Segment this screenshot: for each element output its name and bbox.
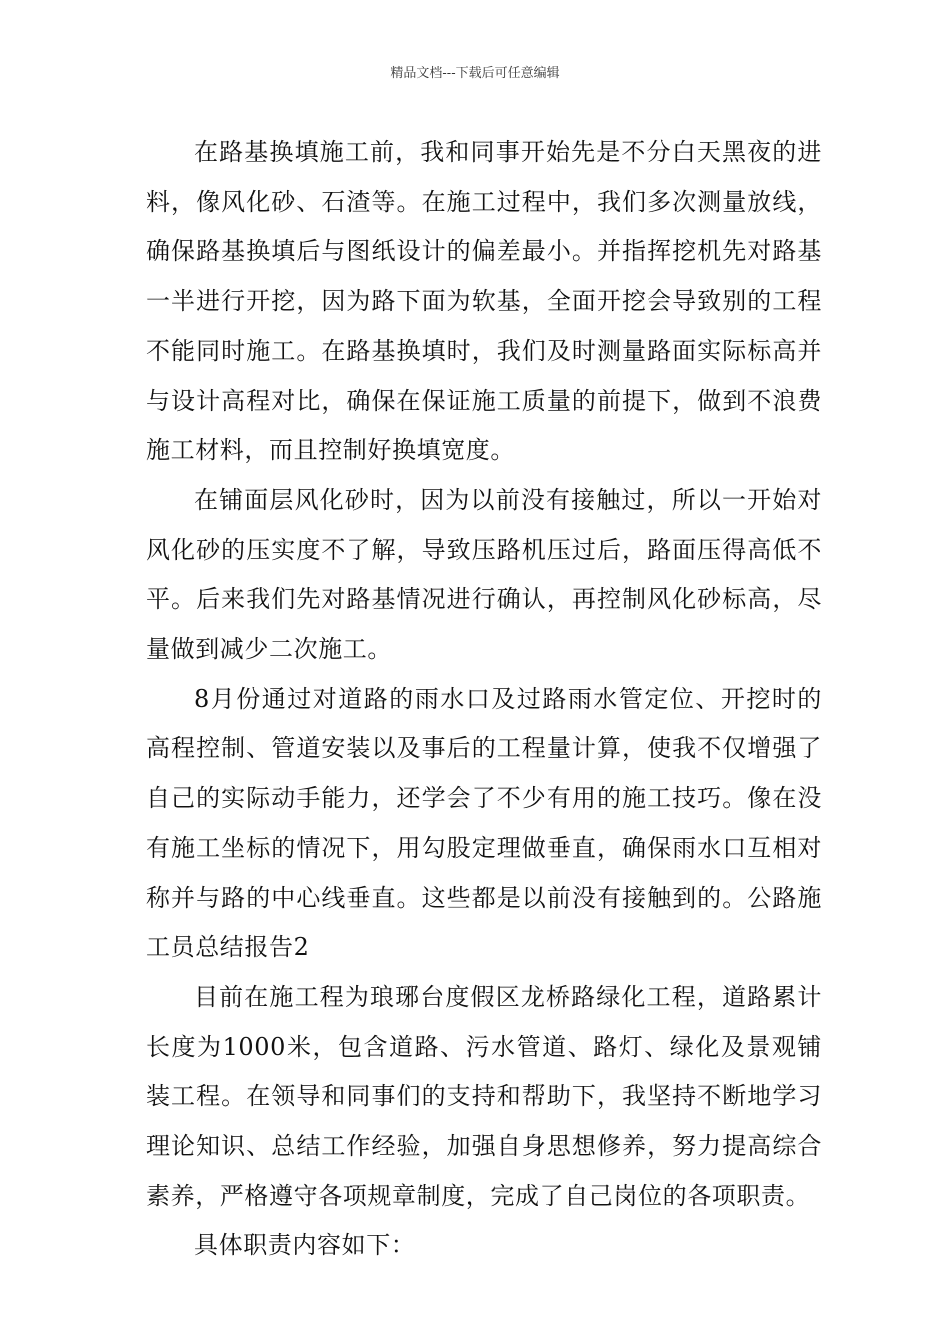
paragraph-subgrade-replacement: 在路基换填施工前，我和同事开始先是不分白天黑夜的进料，像风化砂、石渣等。在施工过程中，我们多次测量放线，确保路基换填后与图纸设计的偏差最小。并指挥挖机先对路基一半进行开挖，因为路下面为软基，全面开挖会导致别的工程不能同时施工。在路基换填时，我们及时测量路面实际标高并与设计高程对比，确保在保证施工质量的前提下，做到不浪费施工材料，而且控制好换填宽度。 [146,138,822,465]
page-header: 精品文档---下载后可任意编辑 [390,66,560,81]
paragraph-duties-heading: 具体职责内容如下： [194,1231,416,1260]
document-body [146,128,822,1271]
paragraph-current-project: 目前在施工程为琅琊台度假区龙桥路绿化工程，道路累计长度为1000米，包含道路、污水管道、路灯、绿化及景观铺装工程。在领导和同事们的支持和帮助下，我坚持不断地学习理论知识、总结工作经验，加强自身思想修养，努力提高综合素养，严格遵守各项规章制度，完成了自己岗位的各项职责。 [146,982,822,1210]
paragraph-weathered-sand: 在铺面层风化砂时，因为以前没有接触过，所以一开始对风化砂的压实度不了解，导致压路机压过后，路面压得高低不平。后来我们先对路基情况进行确认，再控制风化砂标高，尽量做到减少二次施工。 [146,485,822,664]
paragraph-august-drainage: 8月份通过对道路的雨水口及过路雨水管定位、开挖时的高程控制、管道安装以及事后的工程量计算，使我不仅增强了自己的实际动手能力，还学会了不少有用的施工技巧。像在没有施工坐标的情况下，用勾股定理做垂直，确保雨水口互相对称并与路的中心线垂直。这些都是以前没有接触到的。公路施工员总结报告2 [146,684,822,962]
